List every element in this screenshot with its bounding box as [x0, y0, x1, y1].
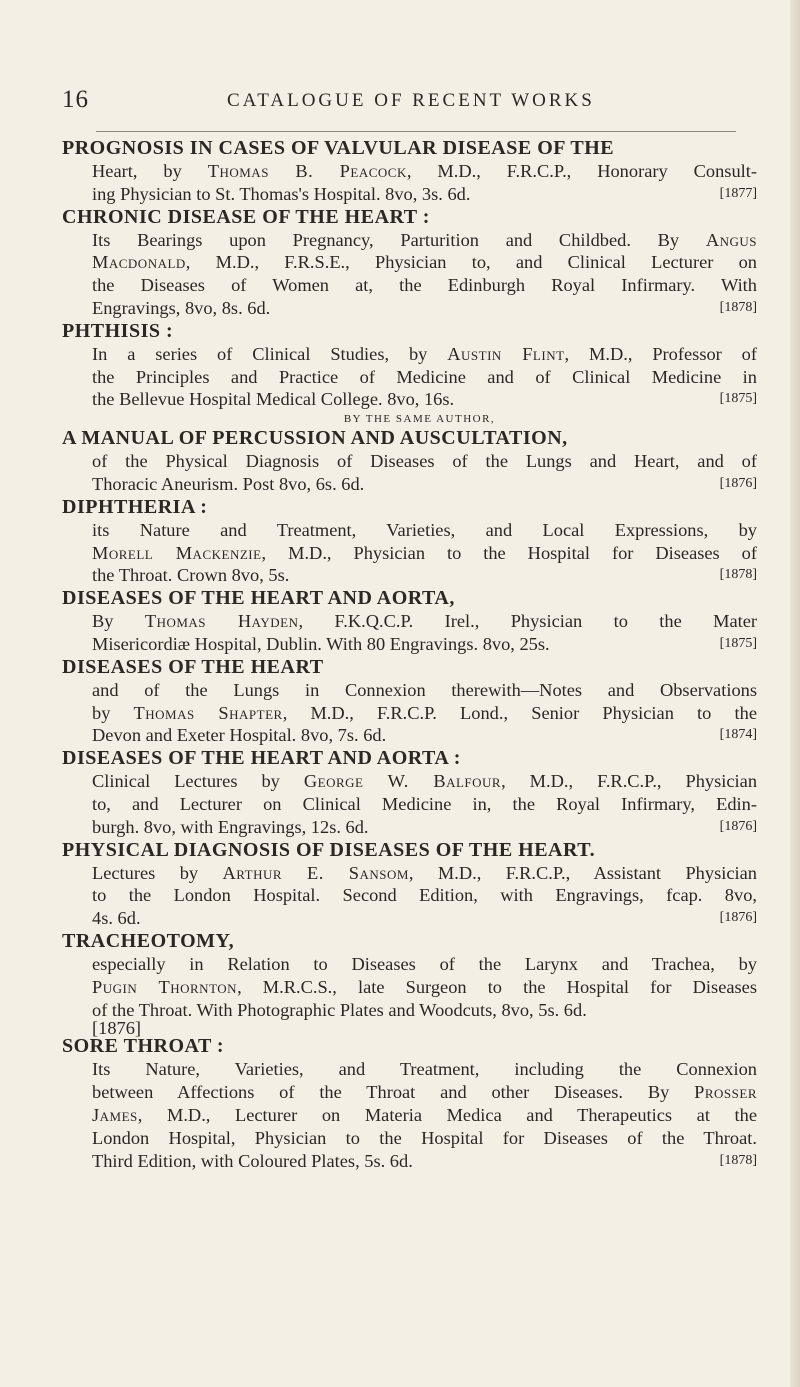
entry-title: A MANUAL OF PERCUSSION AND AUSCULTATION,: [62, 427, 568, 450]
page-header: [62, 86, 762, 126]
entry-description: In a series of Clinical Studies, by Austin Flint, M.D., Professor of: [92, 343, 758, 364]
entry-description: James, M.D., Lecturer on Materia Medica and Therapeutics at the: [92, 1104, 757, 1125]
publication-year: [1876]: [92, 1018, 142, 1039]
entry-description: Lectures by Arthur E. Sansom, M.D., F.R.C.P., Assistant Physician: [92, 862, 757, 883]
entry-description: the Throat. Crown 8vo, 5s. [1878]: [92, 565, 757, 586]
entry-title: CHRONIC DISEASE OF THE HEART :: [62, 205, 430, 228]
author-name: Thomas Hayden: [144, 611, 299, 632]
page-edge: [790, 0, 800, 1387]
entry-description: the Bellevue Hospital Medical College. 8vo, 16s. [1875]: [92, 389, 757, 410]
catalogue-entry: [62, 929, 758, 1039]
entry-description: Devon and Exeter Hospital. 8vo, 7s. 6d. [1874]: [92, 725, 757, 746]
running-head: CATALOGUE OF RECENT WORKS: [227, 90, 595, 111]
author-name: James: [92, 1104, 138, 1125]
publication-year: [1878]: [719, 1152, 757, 1168]
author-name: Morell Mackenzie: [92, 542, 262, 563]
publication-year: [1878]: [719, 567, 757, 583]
entry-description: Its Nature, Varieties, and Treatment, including the Connexion: [92, 1059, 757, 1080]
author-name: Thomas Shapter: [133, 702, 283, 723]
publication-year: [1875]: [719, 391, 757, 407]
entry-description: of the Throat. With Photographic Plates and Woodcuts, 8vo, 5s. 6d.: [92, 999, 587, 1020]
publication-year: [1877]: [719, 185, 757, 201]
entry-description: ing Physician to St. Thomas's Hospital. 8vo, 3s. 6d. [1877]: [92, 183, 757, 204]
publication-year: [1878]: [719, 299, 757, 315]
catalogue-entry: [62, 206, 757, 320]
entry-title: SORE THROAT :: [62, 1035, 225, 1058]
publication-year: [1876]: [719, 910, 757, 926]
entry-description: Engravings, 8vo, 8s. 6d. [1878]: [92, 297, 757, 318]
entry-description: especially in Relation to Diseases of the Larynx and Trachea, by: [92, 953, 757, 974]
entry-title: DISEASES OF THE HEART AND AORTA :: [62, 747, 461, 770]
entry-title: DISEASES OF THE HEART AND AORTA,: [62, 587, 455, 610]
catalogue-entry: [62, 587, 757, 656]
catalogue-entry: [62, 839, 757, 930]
entry-title: TRACHEOTOMY,: [62, 929, 235, 952]
entry-description: and of the Lungs in Connexion therewith—Notes and Observations: [92, 679, 757, 700]
header-rule: [96, 131, 736, 132]
catalogue-entry: [62, 137, 757, 206]
entry-description: the Diseases of Women at, the Edinburgh Royal Infirmary. With: [92, 275, 757, 296]
catalogue-entry: [62, 320, 757, 411]
entry-description: Its Bearings upon Pregnancy, Parturition and Childbed. By Angus: [92, 229, 757, 250]
author-name: George W. Balfour: [303, 771, 502, 792]
entry-description: Morell Mackenzie, M.D., Physician to the Hospital for Diseases of: [92, 542, 758, 563]
author-name: Prosser: [694, 1082, 757, 1103]
author-name: Macdonald: [92, 252, 186, 273]
publication-year: [1875]: [719, 635, 757, 651]
entry-description: burgh. 8vo, with Engravings, 12s. 6d. [1876]: [92, 816, 757, 837]
same-author-note: BY THE SAME AUTHOR,: [343, 413, 496, 426]
publication-year: [1876]: [719, 475, 757, 491]
publication-year: [1874]: [719, 727, 757, 743]
catalogue-entry: [62, 747, 757, 838]
entry-description: Thoracic Aneurism. Post 8vo, 6s. 6d. [1876]: [92, 473, 757, 494]
catalogue-entry: [62, 496, 757, 587]
entry-description: its Nature and Treatment, Varieties, and Local Expressions, by: [92, 519, 757, 540]
catalogue-entry: [62, 427, 757, 496]
entry-description: Misericordiæ Hospital, Dublin. With 80 Engravings. 8vo, 25s. [1875]: [92, 633, 757, 654]
entry-description: the Principles and Practice of Medicine and of Clinical Medicine in: [92, 366, 757, 387]
entry-title: PHYSICAL DIAGNOSIS OF DISEASES OF THE HEART.: [62, 838, 596, 861]
entry-description: [92, 1018, 757, 1039]
author-name: Arthur E. Sansom: [222, 862, 409, 883]
page-number: 16: [62, 86, 89, 113]
catalogue-list: [62, 137, 757, 1172]
entry-title: PROGNOSIS IN CASES OF VALVULAR DISEASE OF THE: [62, 137, 615, 159]
entry-description: Heart, by Thomas B. Peacock, M.D., F.R.C.P., Honorary Consult-: [92, 161, 757, 181]
entry-title: DISEASES OF THE HEART: [62, 655, 324, 678]
entry-description: of the Physical Diagnosis of Diseases of the Lungs and Heart, and of: [92, 451, 757, 472]
entry-description: Third Edition, with Coloured Plates, 5s. 6d. [1878]: [92, 1150, 757, 1171]
author-name: Pugin Thornton: [92, 976, 238, 997]
entry-description: London Hospital, Physician to the Hospital for Diseases of the Throat.: [92, 1127, 757, 1148]
catalogue-entry: [62, 1035, 757, 1172]
entry-description: 4s. 6d. [1876]: [92, 908, 757, 929]
entry-description: to the London Hospital. Second Edition, with Engravings, fcap. 8vo,: [92, 885, 757, 906]
author-name: Angus: [705, 229, 757, 250]
entry-description: By Thomas Hayden, F.K.Q.C.P. Irel., Physician to the Mater: [92, 611, 758, 632]
entry-description: between Affections of the Throat and other Diseases. By Prosser: [92, 1082, 757, 1103]
entry-description: to, and Lecturer on Clinical Medicine in, the Royal Infirmary, Edin-: [92, 793, 757, 814]
entry-description: Macdonald, M.D., F.R.S.E., Physician to, and Clinical Lecturer on: [92, 252, 757, 273]
author-name: Thomas B. Peacock: [207, 161, 407, 181]
author-name: Austin Flint: [447, 343, 565, 364]
entry-description: Pugin Thornton, M.R.C.S., late Surgeon to the Hospital for Diseases: [92, 976, 758, 997]
catalogue-entry: [62, 656, 757, 747]
entry-description: by Thomas Shapter, M.D., F.R.C.P. Lond., Senior Physician to the: [92, 702, 757, 723]
entry-title: DIPHTHERIA :: [62, 495, 208, 518]
publication-year: [1876]: [719, 818, 757, 834]
entry-description: Clinical Lectures by George W. Balfour, M.D., F.R.C.P., Physician: [92, 771, 758, 792]
entry-title: PHTHISIS :: [62, 319, 174, 342]
